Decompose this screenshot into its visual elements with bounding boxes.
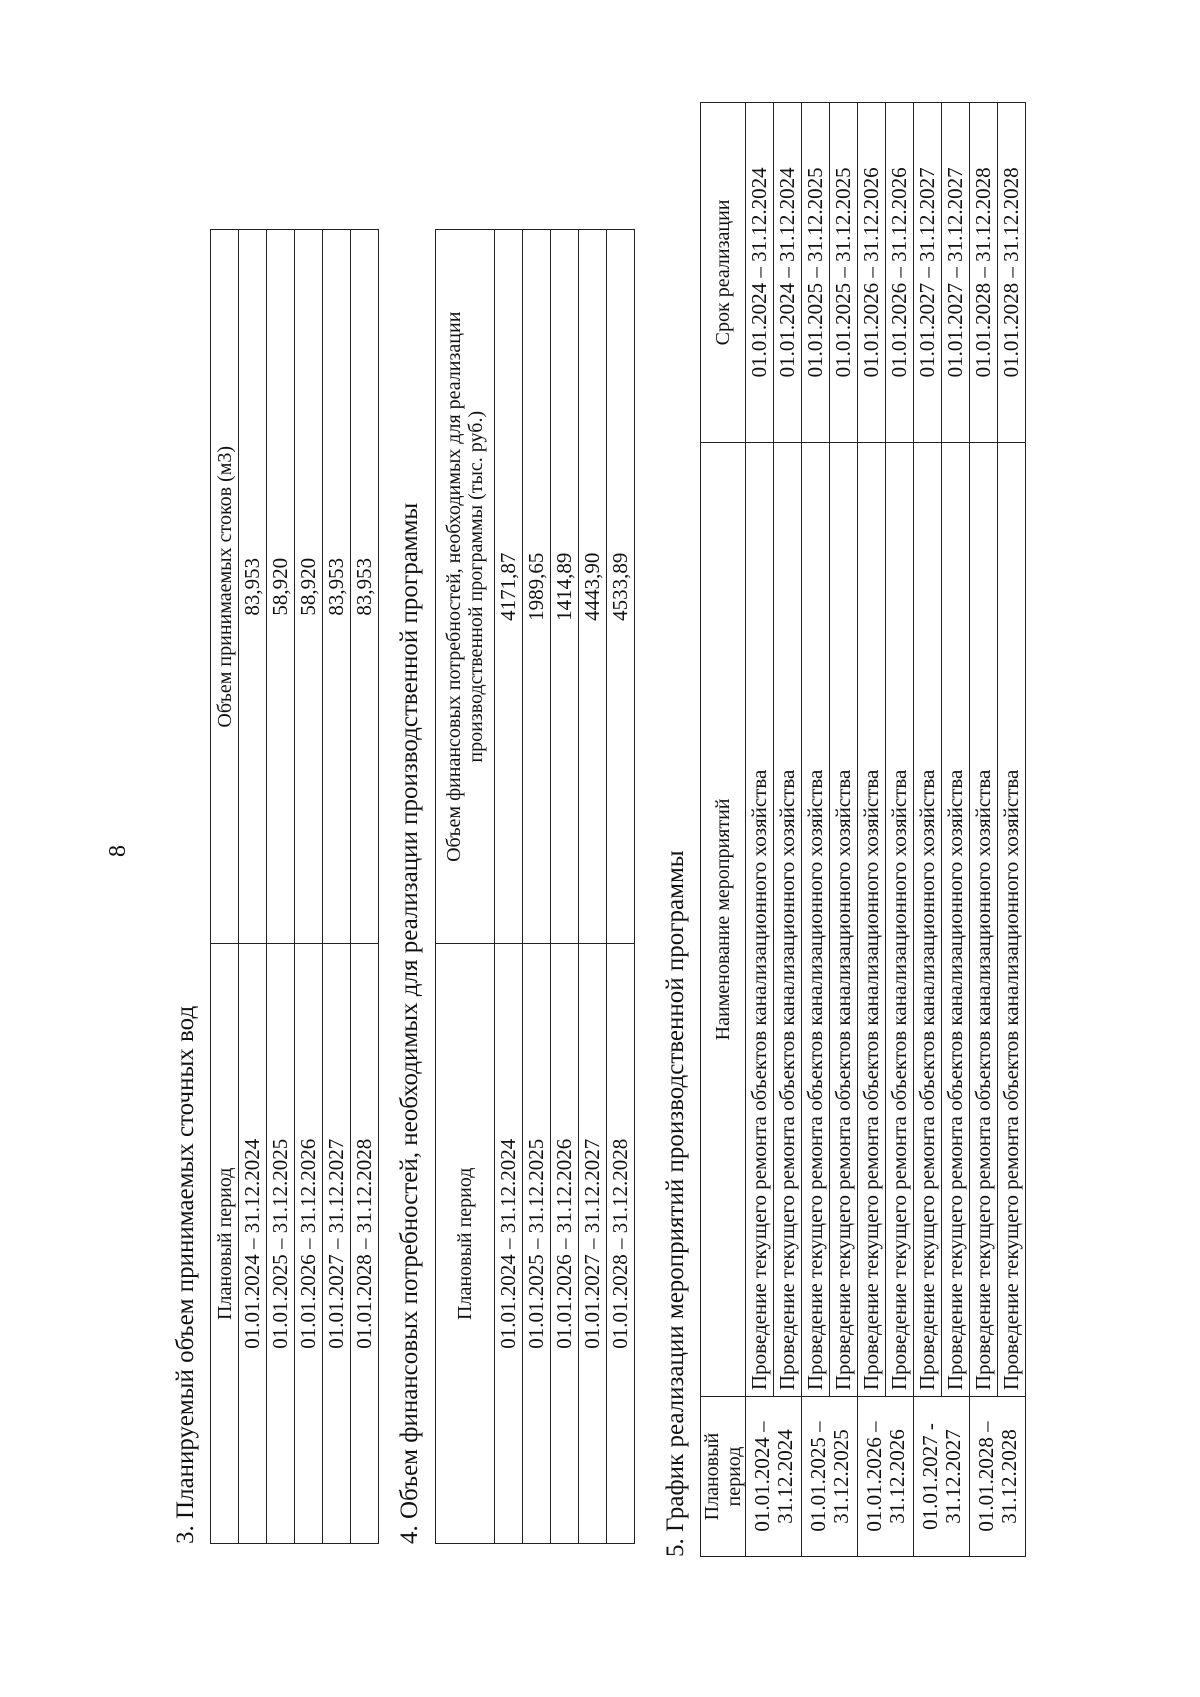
period-cell: 01.01.2028 – 31.12.2028 xyxy=(351,944,379,1544)
deadline-cell: 01.01.2027 – 31.12.2027 xyxy=(914,103,942,443)
period-cell: 01.01.2026 – 31.12.2026 xyxy=(551,944,579,1544)
table-row xyxy=(998,103,1026,1557)
deadline-cell: 01.01.2024 – 31.12.2024 xyxy=(774,103,802,443)
table-row xyxy=(551,230,579,1544)
period-cell: 01.01.2024 – 31.12.2024 xyxy=(495,944,523,1544)
section5-title: 5. График реализации мероприятий производственной программы xyxy=(662,850,689,1557)
table-row xyxy=(239,230,267,1544)
table-row xyxy=(295,230,323,1544)
amount-cell: 4533,89 xyxy=(607,230,635,944)
table-row xyxy=(802,103,830,1557)
amount-cell: 1414,89 xyxy=(551,230,579,944)
period-cell xyxy=(858,1397,914,1557)
table-row xyxy=(858,103,886,1557)
table-header-row xyxy=(701,103,746,1557)
table-row xyxy=(267,230,295,1544)
table-row xyxy=(914,103,942,1557)
period-end: 31.12.2027 xyxy=(940,1429,965,1524)
header-cell: Наименование мероприятий xyxy=(701,442,746,1396)
activity-cell: Проведение текущего ремонта объектов канализационного хозяйства xyxy=(774,442,802,1396)
activity-cell: Проведение текущего ремонта объектов канализационного хозяйства xyxy=(942,442,970,1396)
period-start: 01.01.2025 – xyxy=(806,1421,831,1532)
period-end: 31.12.2024 xyxy=(772,1429,797,1524)
period-cell: 01.01.2027 – 31.12.2027 xyxy=(323,944,351,1544)
volume-cell: 83,953 xyxy=(351,230,379,944)
activity-cell: Проведение текущего ремонта объектов канализационного хозяйства xyxy=(886,442,914,1396)
amount-cell: 1989,65 xyxy=(523,230,551,944)
amount-cell: 4443,90 xyxy=(579,230,607,944)
activity-cell: Проведение текущего ремонта объектов канализационного хозяйства xyxy=(998,442,1026,1396)
deadline-cell: 01.01.2028 – 31.12.2028 xyxy=(998,103,1026,443)
page-number: 8 xyxy=(105,845,131,857)
period-cell: 01.01.2027 – 31.12.2027 xyxy=(579,944,607,1544)
period-cell: 01.01.2026 – 31.12.2026 xyxy=(295,944,323,1544)
activity-cell: Проведение текущего ремонта объектов канализационного хозяйства xyxy=(858,442,886,1396)
table-row xyxy=(607,230,635,1544)
deadline-cell: 01.01.2028 – 31.12.2028 xyxy=(970,103,998,443)
header-cell: Срок реализации xyxy=(701,103,746,443)
volume-cell: 58,920 xyxy=(267,230,295,944)
volume-cell: 83,953 xyxy=(239,230,267,944)
table-row xyxy=(746,103,774,1557)
period-end: 31.12.2028 xyxy=(996,1429,1021,1524)
activity-cell: Проведение текущего ремонта объектов канализационного хозяйства xyxy=(970,442,998,1396)
section4-title: 4. Объем финансовых потребностей, необходимых для реализации производственной программы xyxy=(396,502,423,1544)
table-row xyxy=(970,103,998,1557)
volume-cell: 58,920 xyxy=(295,230,323,944)
header-cell: Плановый период xyxy=(436,944,495,1544)
section5-table xyxy=(700,102,1026,1557)
table-row xyxy=(886,103,914,1557)
period-start: 01.01.2028 – xyxy=(974,1421,999,1532)
period-start: 01.01.2024 – xyxy=(750,1421,775,1532)
header-cell: Плановый период xyxy=(211,944,239,1544)
table-row xyxy=(579,230,607,1544)
table-row xyxy=(495,230,523,1544)
activity-cell: Проведение текущего ремонта объектов канализационного хозяйства xyxy=(830,442,858,1396)
activity-cell: Проведение текущего ремонта объектов канализационного хозяйства xyxy=(802,442,830,1396)
table-header-row xyxy=(436,230,495,1544)
section4-table xyxy=(435,229,635,1544)
header-cell: Объем финансовых потребностей, необходимых для реализации производственной программы (тыс. руб.) xyxy=(436,230,495,944)
table-row xyxy=(774,103,802,1557)
table-row xyxy=(830,103,858,1557)
period-cell: 01.01.2025 – 31.12.2025 xyxy=(523,944,551,1544)
period-cell: 01.01.2024 – 31.12.2024 xyxy=(239,944,267,1544)
period-cell: 01.01.2025 – 31.12.2025 xyxy=(267,944,295,1544)
table-row xyxy=(942,103,970,1557)
deadline-cell: 01.01.2027 – 31.12.2027 xyxy=(942,103,970,443)
deadline-cell: 01.01.2025 – 31.12.2025 xyxy=(802,103,830,443)
period-cell xyxy=(914,1397,970,1557)
period-start: 01.01.2026 – xyxy=(862,1421,887,1532)
period-end: 31.12.2025 xyxy=(828,1429,853,1524)
amount-cell: 4171,87 xyxy=(495,230,523,944)
header-cell: Объем принимаемых стоков (м3) xyxy=(211,230,239,944)
period-cell xyxy=(802,1397,858,1557)
section3-title: 3. Планируемый объем принимаемых сточных вод xyxy=(172,1005,199,1544)
period-cell xyxy=(746,1397,802,1557)
header-cell: Плановый период xyxy=(701,1397,746,1557)
table-header-row xyxy=(211,230,239,1544)
activity-cell: Проведение текущего ремонта объектов канализационного хозяйства xyxy=(746,442,774,1396)
deadline-cell: 01.01.2026 – 31.12.2026 xyxy=(858,103,886,443)
table-row xyxy=(523,230,551,1544)
table-row xyxy=(323,230,351,1544)
volume-cell: 83,953 xyxy=(323,230,351,944)
section3-table xyxy=(210,229,379,1544)
deadline-cell: 01.01.2024 – 31.12.2024 xyxy=(746,103,774,443)
period-end: 31.12.2026 xyxy=(884,1429,909,1524)
period-cell xyxy=(970,1397,1026,1557)
activity-cell: Проведение текущего ремонта объектов канализационного хозяйства xyxy=(914,442,942,1396)
deadline-cell: 01.01.2026 – 31.12.2026 xyxy=(886,103,914,443)
period-start: 01.01.2027 - xyxy=(918,1423,943,1530)
period-cell: 01.01.2028 – 31.12.2028 xyxy=(607,944,635,1544)
table-row xyxy=(351,230,379,1544)
deadline-cell: 01.01.2025 – 31.12.2025 xyxy=(830,103,858,443)
